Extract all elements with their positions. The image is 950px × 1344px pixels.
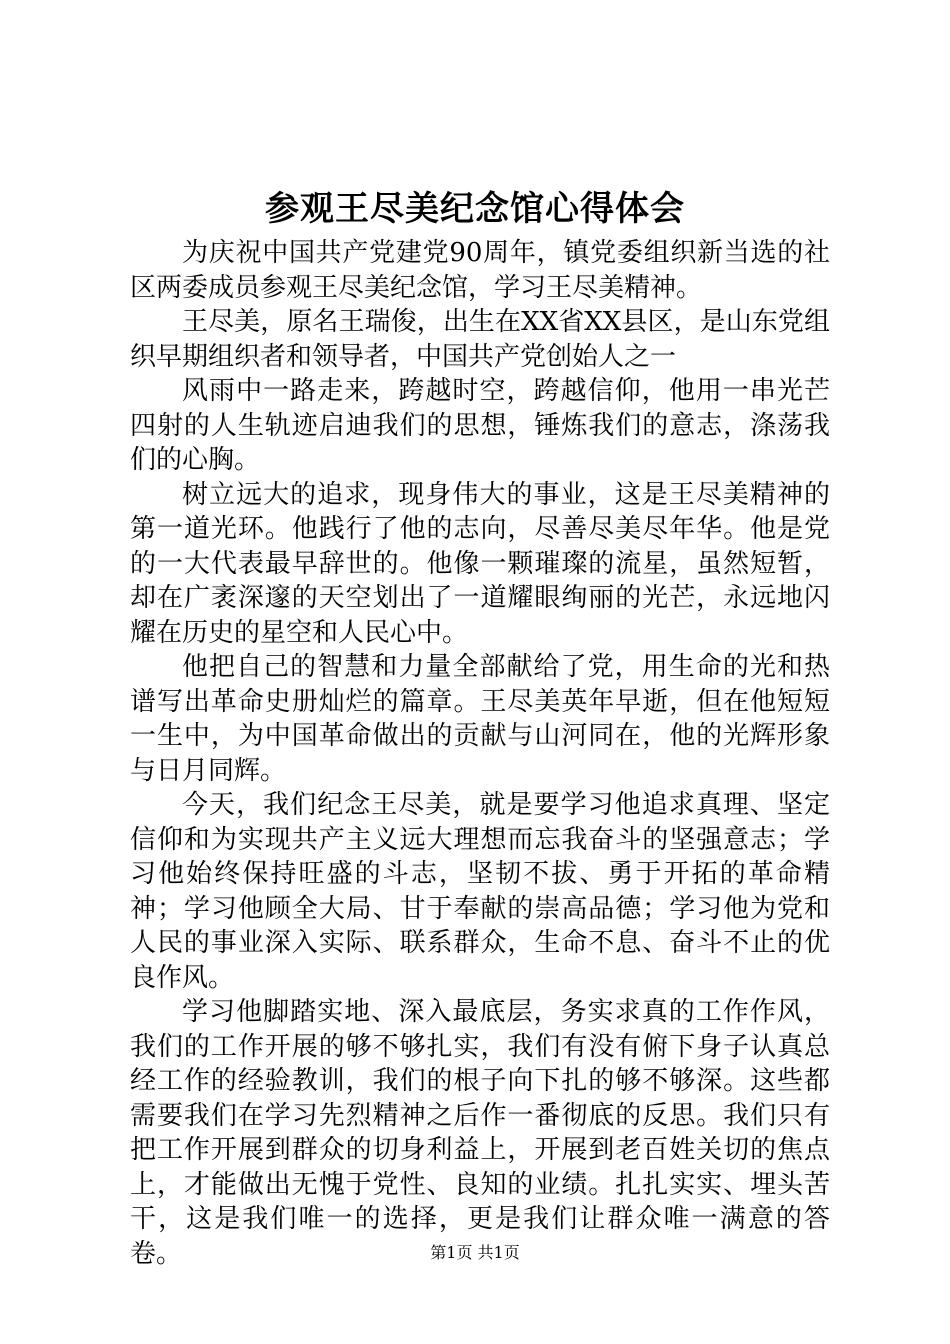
paragraph-5: 他把自己的智慧和力量全部献给了党，用生命的光和热谱写出革命史册灿烂的篇章。王尽美英年早逝，但在他短短一生中，为中国革命做出的贡献与山河同在，他的光辉形象与日月同辉。	[130, 652, 830, 786]
paragraph-1: 为庆祝中国共产党建党90周年，镇党委组织新当选的社区两委成员参观王尽美纪念馆，学习王尽美精神。	[130, 238, 830, 303]
paragraph-2: 王尽美，原名王瑞俊，出生在XX省XX县区，是山东党组织早期组织者和领导者，中国共产党创始人之一	[130, 307, 830, 372]
paragraph-3: 风雨中一路走来，跨越时空，跨越信仰，他用一串光芒四射的人生轨迹启迪我们的思想，锤炼我们的意志，涤荡我们的心胸。	[130, 376, 830, 475]
page-footer: 第1页 共1页	[430, 1243, 520, 1262]
document-title: 参观王尽美纪念馆心得体会	[265, 189, 685, 229]
paragraph-4: 树立远大的追求，现身伟大的事业，这是王尽美精神的第一道光环。他践行了他的志向，尽善尽美尽年华。他是党的一大代表最早辞世的。他像一颗璀璨的流星，虽然短暂，却在广袤深邃的天空划出了一道耀眼绚丽的光芒，永远地闪耀在历史的星空和人民心中。	[130, 479, 830, 648]
paragraph-6: 今天，我们纪念王尽美，就是要学习他追求真理、坚定信仰和为实现共产主义远大理想而忘我奋斗的坚强意志；学习他始终保持旺盛的斗志，坚韧不拔、勇于开拓的革命精神；学习他顾全大局、甘于奉献的崇高品德；学习他为党和人民的事业深入实际、联系群众，生命不息、奋斗不止的优良作风。	[130, 790, 830, 993]
paragraph-7: 学习他脚踏实地、深入最底层，务实求真的工作作风，我们的工作开展的够不够扎实，我们有没有俯下身子认真总经工作的经验教训，我们的根子向下扎的够不够深。这些都需要我们在学习先烈精神之后作一番彻底的反思。我们只有把工作开展到群众的切身利益上，开展到老百姓关切的焦点上，才能做出无愧于党性、良知的业绩。扎扎实实、埋头苦干，这是我们唯一的选择，更是我们让群众唯一满意的答卷。	[130, 997, 830, 1269]
document-body	[130, 236, 830, 1271]
